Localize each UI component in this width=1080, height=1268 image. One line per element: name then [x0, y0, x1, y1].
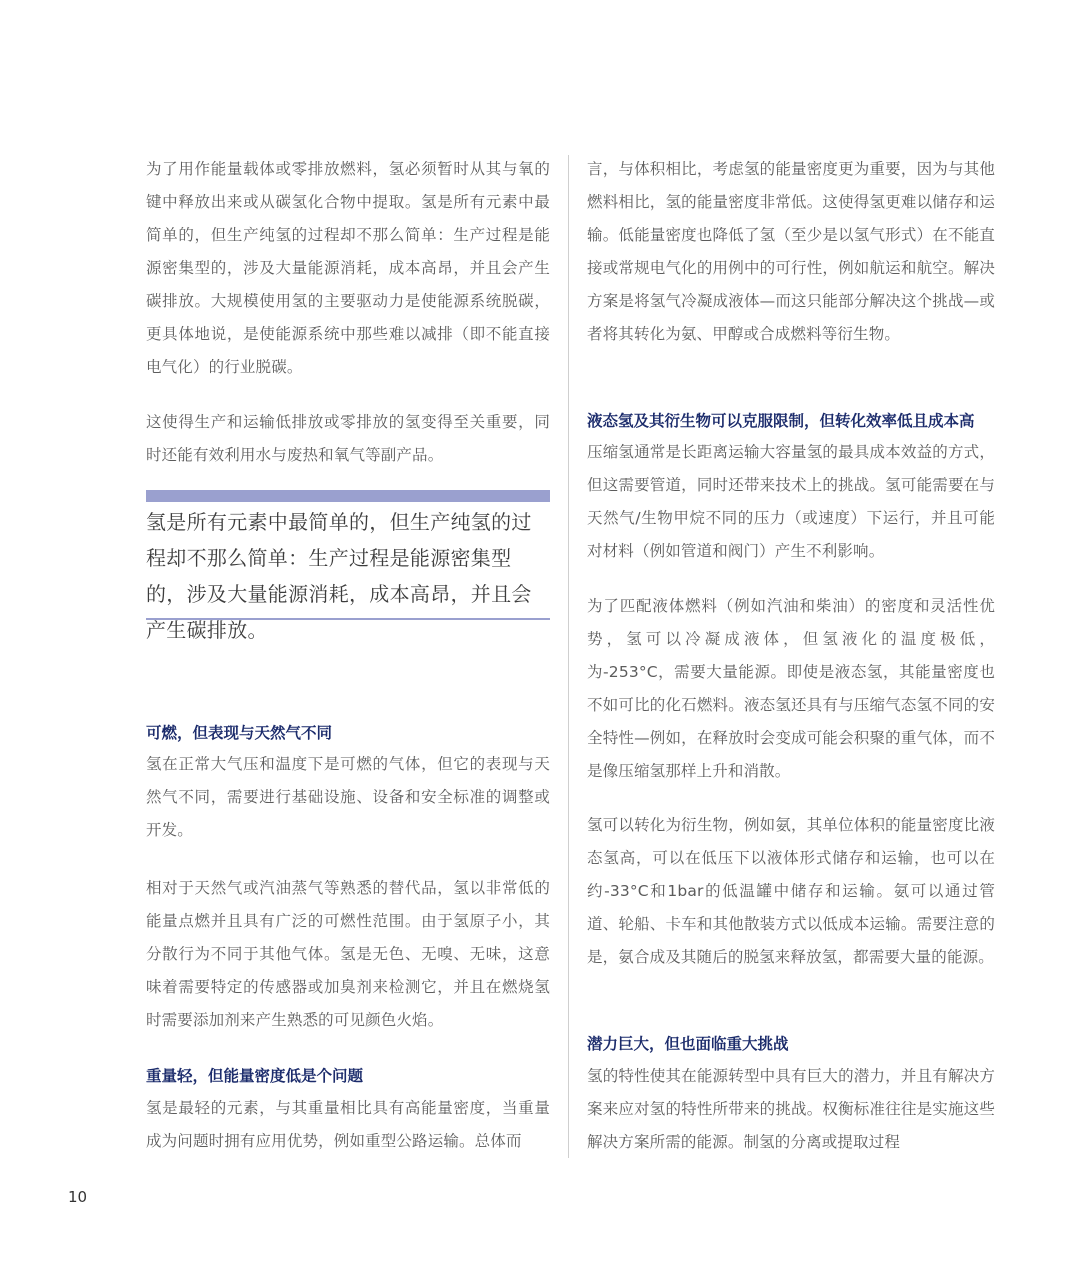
- right-paragraph-1: 言，与体积相比，考虑氢的能量密度更为重要，因为与其他燃料相比，氢的能量密度非常低。这使得氢更难以储存和运输。低能量密度也降低了氢（至少是以氢气形式）在不能直接或常规电气化的用例中的可行性，例如航运和航空。解决方案是将氢气冷凝成液体—而这只能部分解决这个挑战—或者将其转化为氨、甲醇或合成燃料等衍生物。: [587, 160, 995, 343]
- left-paragraph-3: 氢在正常大气压和温度下是可燃的气体，但它的表现与天然气不同，需要进行基础设施、设备和安全标准的调整或开发。: [146, 755, 550, 839]
- left-paragraph-2: 这使得生产和运输低排放或零排放的氢变得至关重要，同时还能有效利用水与废热和氧气等副产品。: [146, 413, 550, 464]
- left-paragraph-4: 相对于天然气或汽油蒸气等熟悉的替代品，氢以非常低的能量点燃并且具有广泛的可燃性范围。由于氢原子小，其分散行为不同于其他气体。氢是无色、无嗅、无味，这意味着需要特定的传感器或加臭剂来检测它，并且在燃烧氢时需要添加剂来产生熟悉的可见颜色火焰。: [146, 879, 550, 1029]
- left-paragraph-5: 氢是最轻的元素，与其重量相比具有高能量密度，当重量成为问题时拥有应用优势，例如重型公路运输。总体而: [146, 1099, 550, 1150]
- section-heading-lightweight: 重量轻，但能量密度低是个问题: [146, 1067, 364, 1085]
- left-paragraph-1: 为了用作能量载体或零排放燃料，氢必须暂时从其与氧的键中释放出来或从碳氢化合物中提取。氢是所有元素中最简单的，但生产纯氢的过程却不那么简单：生产过程是能源密集型的，涉及大量能源消耗，成本高昂，并且会产生碳排放。大规模使用氢的主要驱动力是使能源系统脱碳，更具体地说，是使能源系统中那些难以减排（即不能直接电气化）的行业脱碳。: [146, 160, 550, 376]
- pull-quote-rule: [146, 618, 550, 620]
- column-divider: [568, 155, 569, 1158]
- right-paragraph-3: 为了匹配液体燃料（例如汽油和柴油）的密度和灵活性优势，氢可以冷凝成液体，但氢液化的温度极低，为-253°C，需要大量能源。即使是液态氢，其能量密度也不如可比的化石燃料。液态氢还具有与压缩气态氢不同的安全特性—例如，在释放时会变成可能会积聚的重气体，而不是像压缩氢那样上升和消散。: [587, 597, 995, 780]
- pull-quote-bar: [146, 490, 550, 502]
- right-paragraph-5: 氢的特性使其在能源转型中具有巨大的潜力，并且有解决方案来应对氢的特性所带来的挑战。权衡标准往往是实施这些解决方案所需的能源。制氢的分离或提取过程: [587, 1067, 995, 1151]
- right-paragraph-2: 压缩氢通常是长距离运输大容量氢的最具成本效益的方式，但这需要管道，同时还带来技术上的挑战。氢可能需要在与天然气/生物甲烷不同的压力（或速度）下运行，并且可能对材料（例如管道和阀门）产生不利影响。: [587, 443, 995, 560]
- section-heading-combustible: 可燃，但表现与天然气不同: [146, 724, 333, 742]
- section-heading-potential: 潜力巨大，但也面临重大挑战: [587, 1035, 789, 1053]
- right-paragraph-4: 氢可以转化为衍生物，例如氨，其单位体积的能量密度比液态氢高，可以在低压下以液体形式储存和运输，也可以在约-33°C和1bar的低温罐中储存和运输。氨可以通过管道、轮船、卡车和其他散装方式以低成本运输。需要注意的是，氨合成及其随后的脱氢来释放氢，都需要大量的能源。: [587, 816, 995, 966]
- section-heading-liquid-hydrogen: 液态氢及其衍生物可以克服限制，但转化效率低且成本高: [587, 412, 975, 430]
- pull-quote: 氢是所有元素中最简单的，但生产纯氢的过程却不那么简单：生产过程是能源密集型的，涉及大量能源消耗，成本高昂，并且会产生碳排放。: [146, 510, 532, 642]
- page-number: 10: [68, 1188, 88, 1206]
